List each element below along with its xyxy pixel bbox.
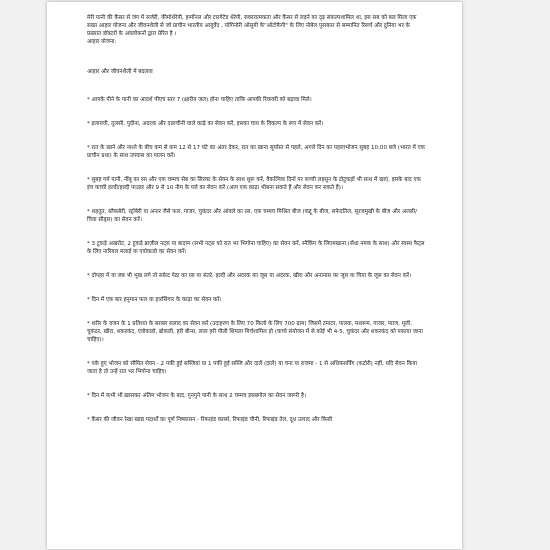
- diet-plan-label: आहार योजना:: [87, 39, 117, 45]
- document-content: [87, 14, 425, 440]
- bullet-item: * पके हुए भोजन को सीमित सेवन - 2 पकी हुई सब्जियां या 1 पकी हुई सब्जि और दालें (दालें) या चना या राजमा - 1 से अधिकसर्विंग (कटोरी) नहीं, यदि सेवन किया जाता है तो उन्हें रात भर भिगोना चाहिए।: [87, 361, 417, 375]
- bullet-item: * 3 टुकड़े अखरोट, 2 टुकड़े ब्राज़ील नट्स या बादाम (सभी नट्स को रात भर भिगोना चाहिए) का सेवन करें, स्नैकिंग के लिएमखाना (सेंधा नमक के साथ) और स्वस्थ फैट्स के लिए नारियल मलाई या एवोकाडो का सेवन करें।: [87, 241, 425, 255]
- section-title: आहार और जीवनशैली में बदलाव: [87, 69, 153, 75]
- bullet-item: * दिन में कभी भी ख़ासकर अंतिम भोजन के बाद, गुनगुने पानी के साथ 2 चम्मच इसबगोल का सेवन जरूरी है।: [87, 393, 307, 399]
- diet-bullet-list: [87, 96, 425, 424]
- bullet-item: * शहतूत, ब्लैकबेरी, स्ट्रॉबेरी या अनार जैसे फल, गाजर, चुकंदर और आंवले का रस, एक चम्मच मिश्रित बीज (कद्दू के बीज, सफेदतिल, सूरजमुखी के बीज और अलसी/चिया सीड्स) का सेवन करें।: [87, 209, 417, 223]
- bullet-item: * दोपहर में या जब भी भूख लगे तो सफ़ेद पेठा का रस या संतरे, हल्दी और अदरक का जूस या अदरक, खीरा और अनानास का जूस या चिया के जूस का सेवन करें।: [87, 273, 412, 279]
- bullet-item: * इलायची, तुलसी, पुदीना, अदरक और दालचीनी वाले काढ़े का सेवन करें, इसका चाय के विकल्प के रूप में सेवन करें।: [87, 121, 324, 127]
- bullet-item: * कैंसर की जीवन रेखा खाद्य पदार्थों का पूर्ण निष्कासन - रिफाइंड कार्ब्स, रिफाइंड चीनी, रिफाइंड तेल, दूध उत्पाद और किसी: [87, 417, 333, 423]
- document-page: [47, 2, 462, 549]
- bullet-item: * दिन में एक बार हनुमान फल या हारसिंगार के काढ़ा का सेवन करें।: [87, 297, 222, 303]
- intro-paragraph: मेरी पत्नी की कैंसर से जंग में सर्जरी, कीमोथेरेपी, हार्मोनल और टारगेटेड थेरेपी, सकारात्मकता और कैंसर से लड़ने का दृढ़ संकल्पशामिल था, इस सब को बल मिला एक सख्त आहार योजना और जीवनशैली से जो प्राचीन भारतीय आयुर्वेद , योगिनोरी ओसुमी के"ऑटोफैगी" के लिए नोबेल पुरस्कार से सम्मानित रिसर्च और दुनिया भर के प्रख्यात डॉक्टरों के अवलोकनों द्वारा प्रेरित है ।: [87, 15, 417, 37]
- bullet-item: * शरीर के वजन के 1 प्रतिशत के बराबर सलाद का सेवन करें (उदाहरण के लिए 70 किलो के लिए 700 ग्राम) जिसमें टमाटर, पालक, मशरूम, गाजर, प्याज, मूली, चुकंदर, खीरा, शकरकंद, एवोकाडो, ब्रोकली, हरी बीन्स, लाल हरी पीली शिमला मिर्चशामिल हो (कच्चे संयोजन में से कोई भी 4-5, चुकंदर और शकरकंद को पकाया जाना चाहिए)।: [87, 321, 423, 343]
- bullet-item: * रात के खाने और नाश्ते के बीच कम से कम 12 से 17 घंटे का अंतर देकर, रात का खाना सूर्यास्त से पहले, अगले दिन का पहलाभोजन सुबह 10:00 बजे (भारत में एक प्राचीन प्रथा) के साथ उपवास का पालन करें।: [87, 145, 425, 159]
- bullet-item: * सुबह गर्म पानी, नींबू का रस और एक चम्मच सेब का सिरका के सेवन के साथ शुरू करें, वैकल्पिक दिनों पर कच्ची लहसुन के टोटुकड़ों भी साथ में खाएं, इसके बाद एक इंच कच्ची हल्दी/हल्दी पाउडर और 9 से 10 नीम के पत्ते का सेवन करें (आप एक काढ़ा भीबना सकते हैं और सेवन कर सकते हैं)।: [87, 177, 421, 191]
- bullet-item: * आपके पीने के पानी का आदर्श पीएच स्तर 7 (क्षारीय जल) होना चाहिए ताकि आपकी रिकवरी को बढ़ावा मिले।: [87, 97, 312, 103]
